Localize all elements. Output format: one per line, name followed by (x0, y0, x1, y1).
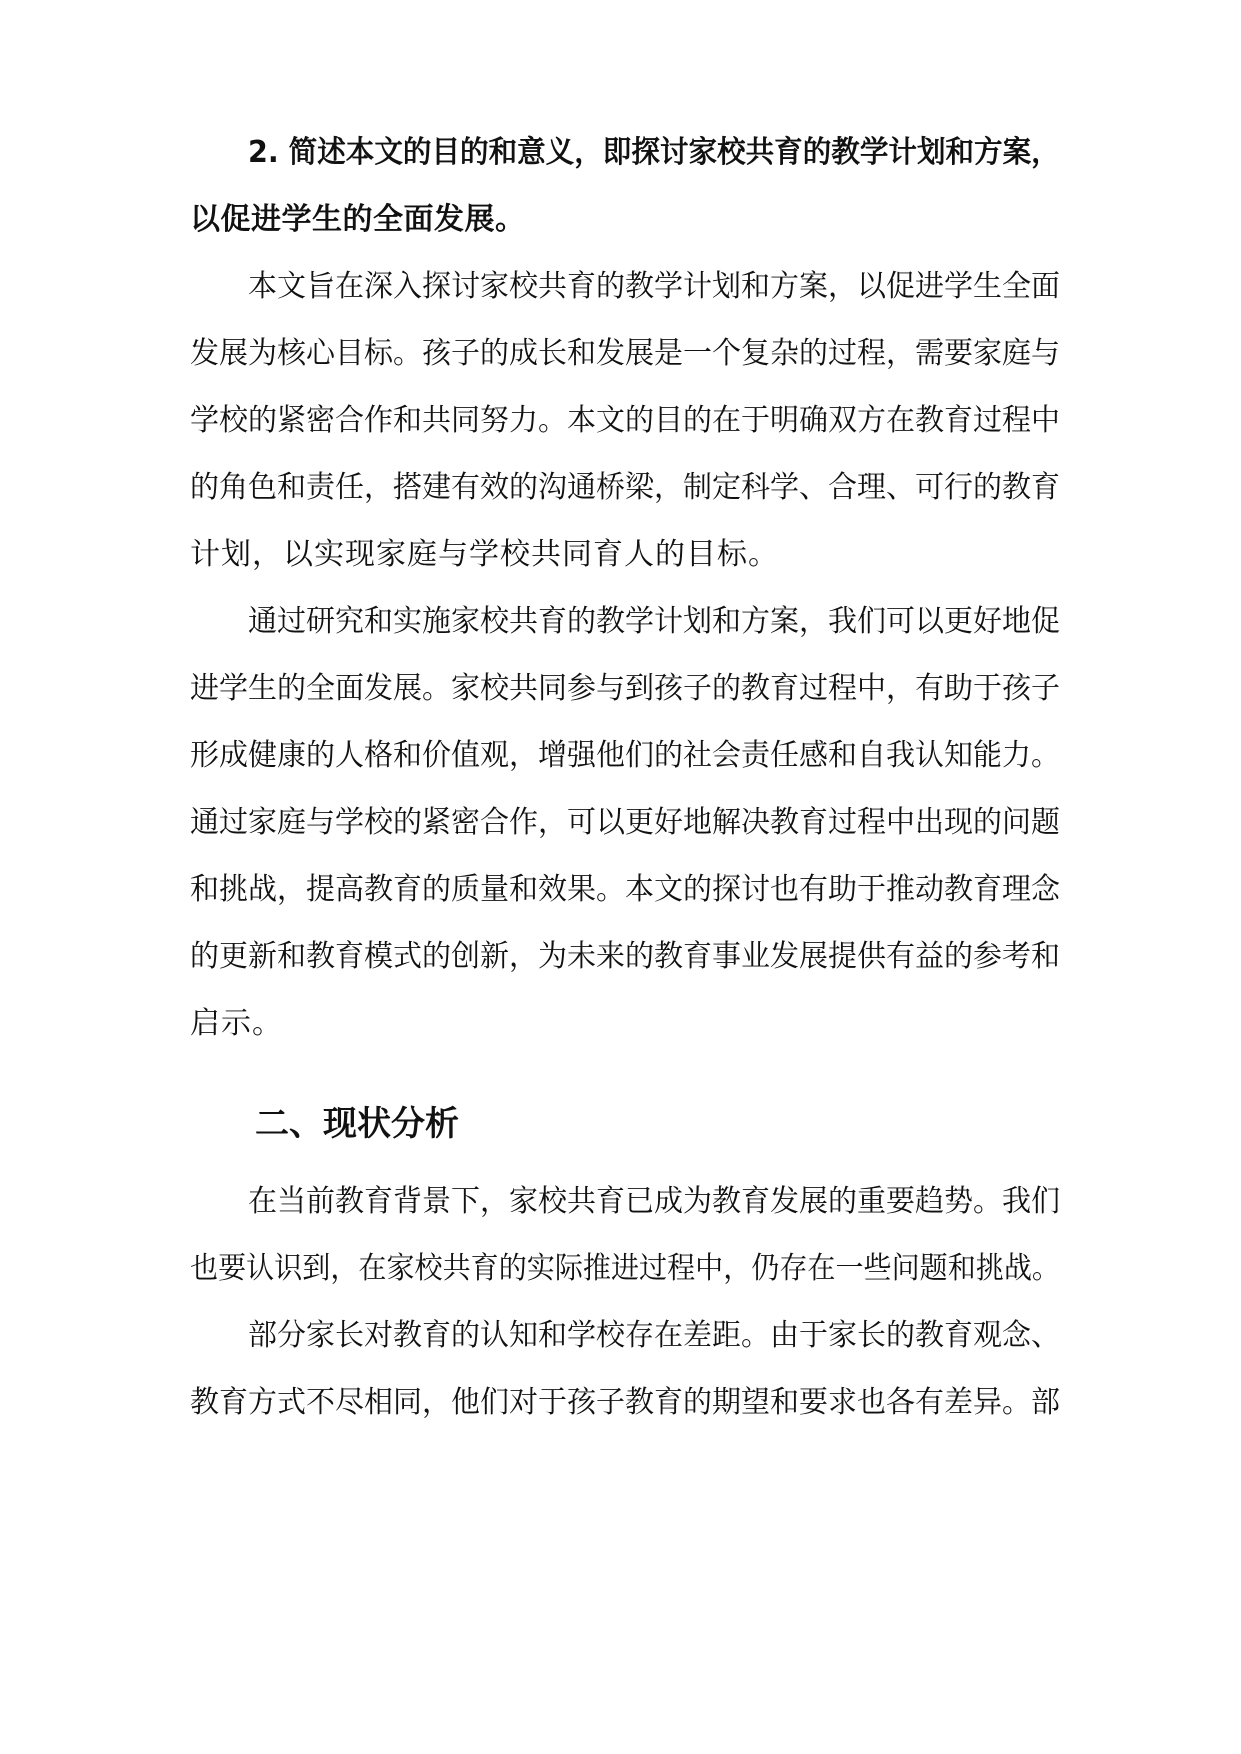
paragraph-4-line-2: 教育方式不尽相同，他们对于孩子教育的期望和要求也各有差异。部 (190, 1385, 1060, 1420)
paragraph-3-line-2: 也要认识到，在家校共育的实际推进过程中，仍存在一些问题和挑战。 (190, 1251, 1060, 1286)
paragraph-1-line-5: 计划，以实现家庭与学校共同育人的目标。 (190, 537, 779, 572)
point-title-line-1: 2. 简述本文的目的和意义，即探讨家校共育的教学计划和方案， (248, 135, 1060, 170)
paragraph-2-line-5: 和挑战，提高教育的质量和效果。本文的探讨也有助于推动教育理念 (190, 872, 1060, 907)
paragraph-2-line-2: 进学生的全面发展。家校共同参与到孩子的教育过程中，有助于孩子 (190, 671, 1060, 706)
paragraph-4-line-1: 部分家长对教育的认知和学校存在差距。由于家长的教育观念、 (248, 1318, 1060, 1353)
section-heading: 二、现状分析 (255, 1104, 459, 1144)
paragraph-2-line-1: 通过研究和实施家校共育的教学计划和方案，我们可以更好地促 (248, 604, 1060, 639)
paragraph-1-line-2: 发展为核心目标。孩子的成长和发展是一个复杂的过程，需要家庭与 (190, 336, 1060, 371)
paragraph-1-line-4: 的角色和责任，搭建有效的沟通桥梁，制定科学、合理、可行的教育 (190, 470, 1060, 505)
paragraph-2-line-3: 形成健康的人格和价值观，增强他们的社会责任感和自我认知能力。 (190, 738, 1060, 773)
paragraph-2-line-4: 通过家庭与学校的紧密合作，可以更好地解决教育过程中出现的问题 (190, 805, 1060, 840)
paragraph-1-line-3: 学校的紧密合作和共同努力。本文的目的在于明确双方在教育过程中 (190, 403, 1060, 438)
paragraph-2-line-7: 启示。 (190, 1006, 283, 1041)
point-title-line-2: 以促进学生的全面发展。 (190, 202, 526, 237)
paragraph-3-line-1: 在当前教育背景下，家校共育已成为教育发展的重要趋势。我们 (248, 1184, 1060, 1219)
paragraph-1-line-1: 本文旨在深入探讨家校共育的教学计划和方案，以促进学生全面 (248, 269, 1060, 304)
paragraph-2-line-6: 的更新和教育模式的创新，为未来的教育事业发展提供有益的参考和 (190, 939, 1060, 974)
